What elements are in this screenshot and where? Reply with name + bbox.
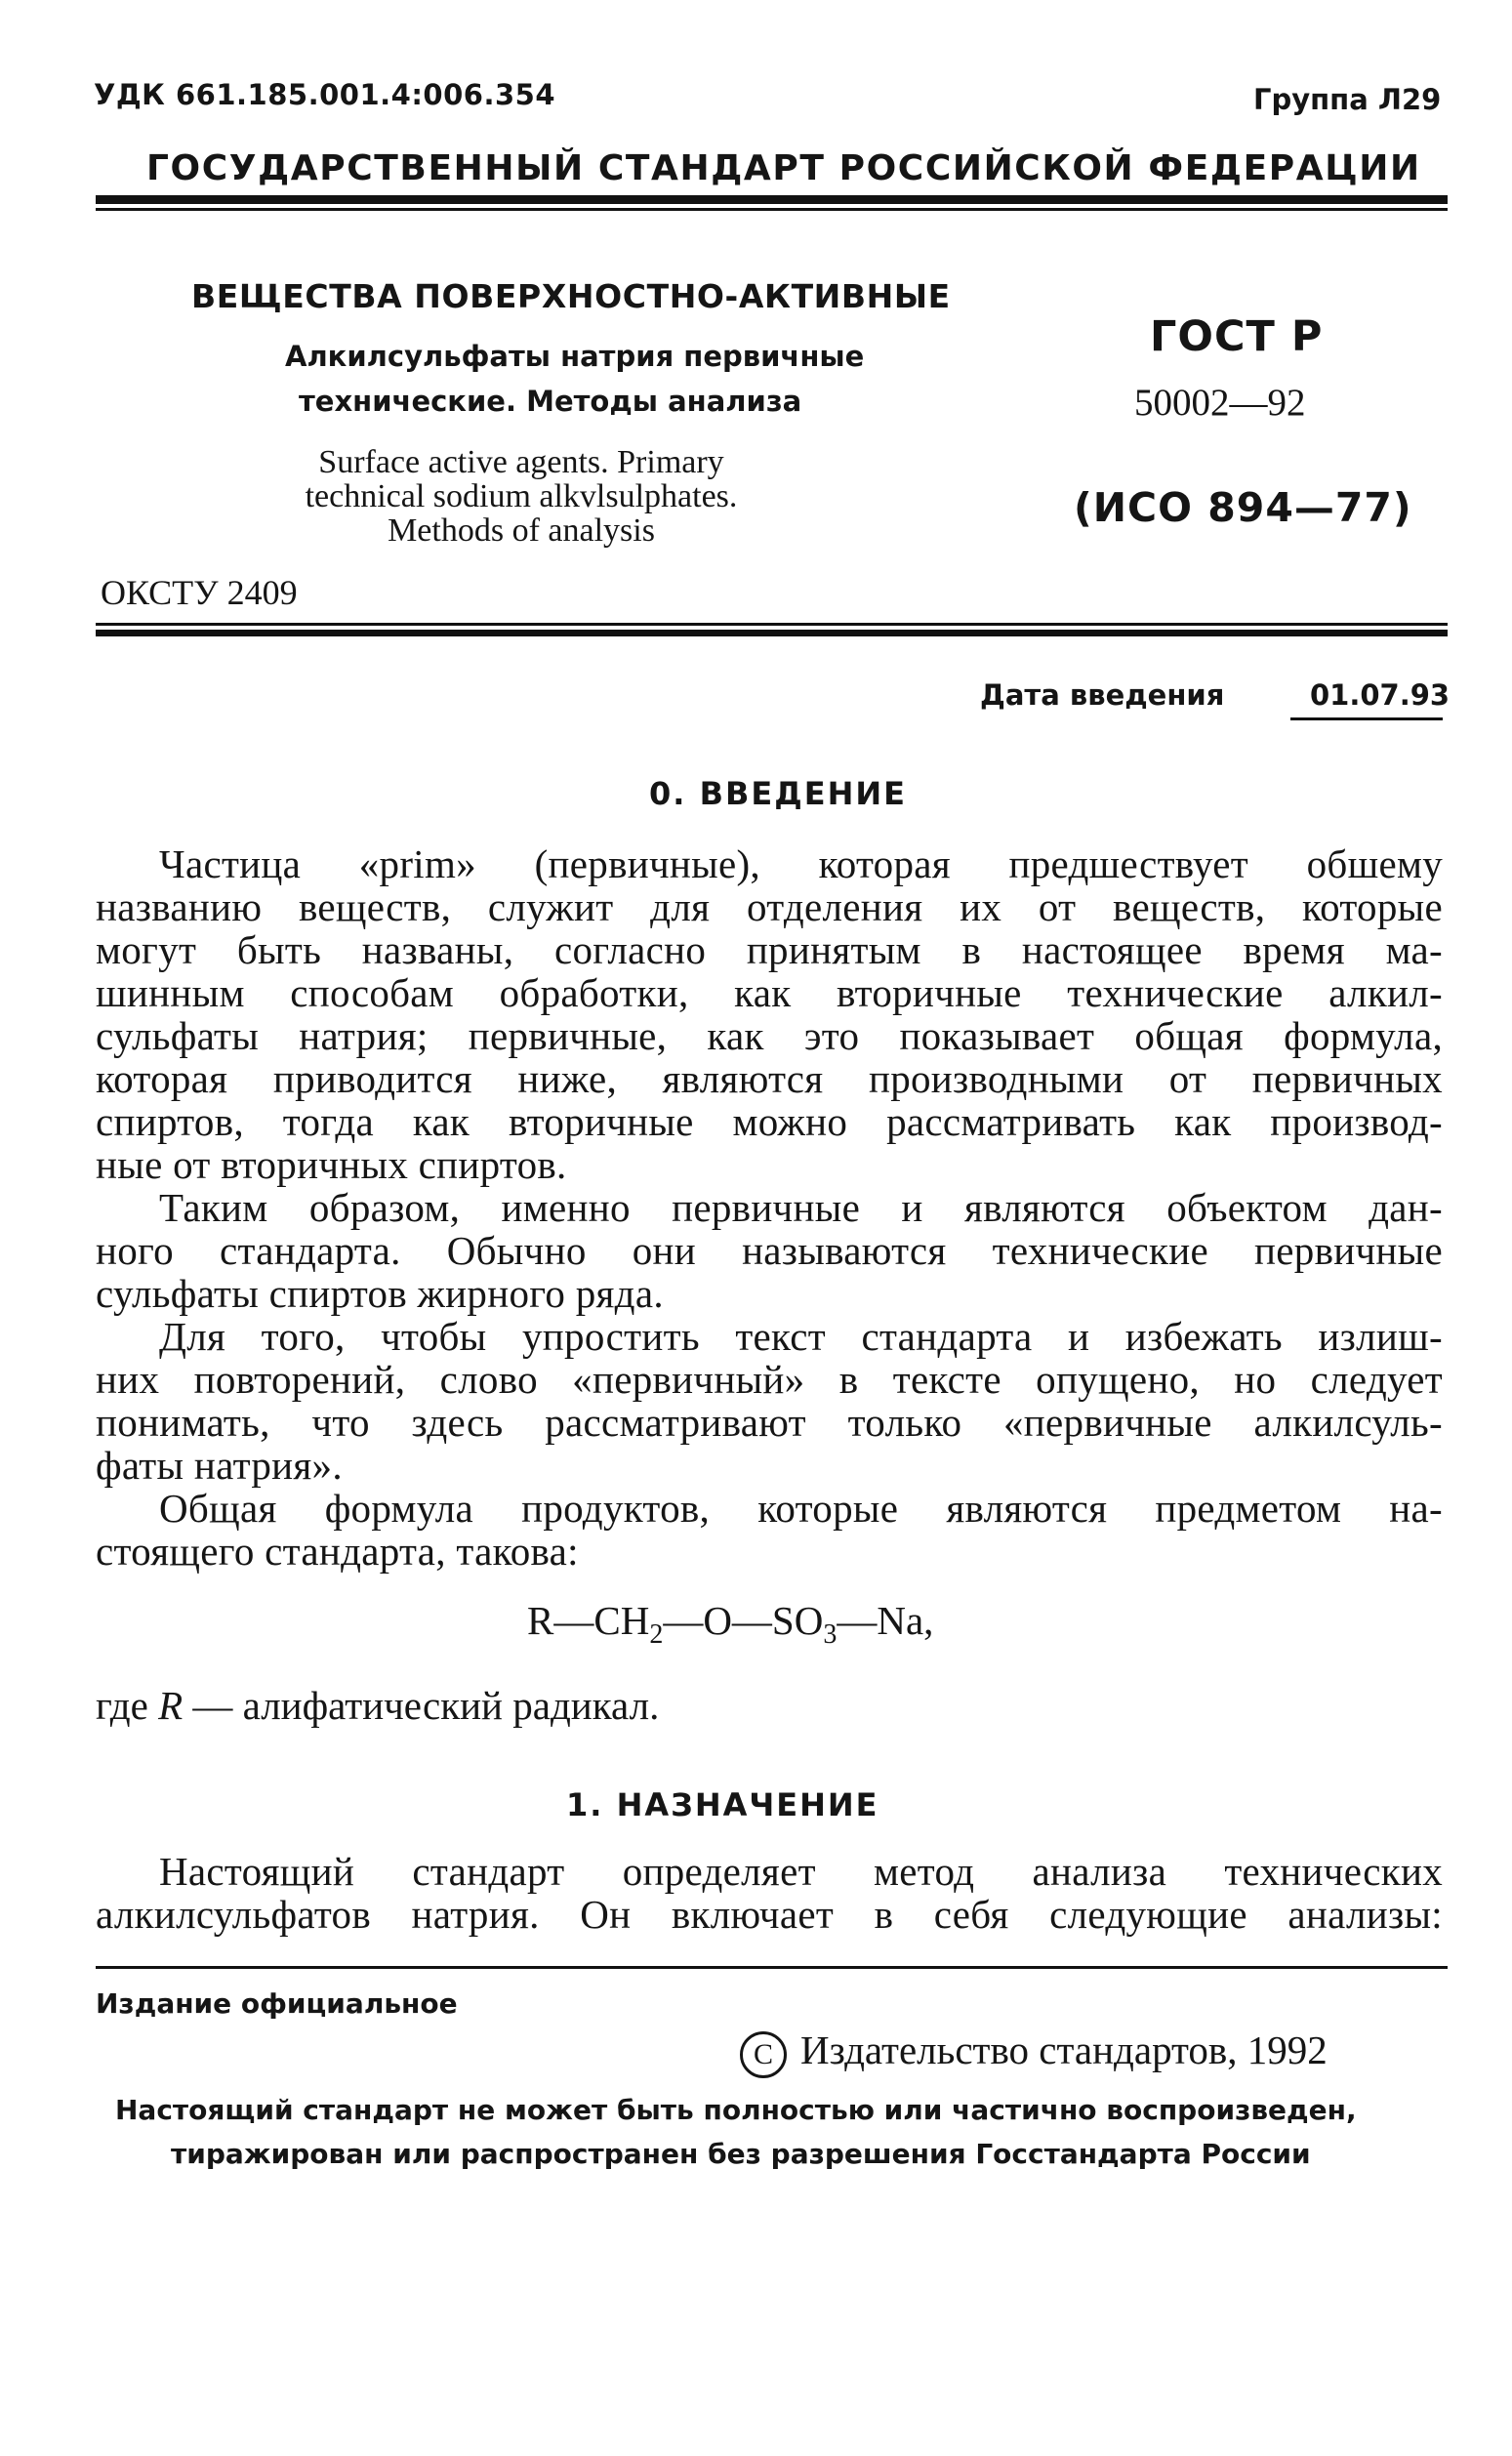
copyright-notice-line2: тиражирован или распространен без разрешения Госстандарта России bbox=[171, 2138, 1311, 2170]
gost-label: ГОСТ Р bbox=[1150, 312, 1324, 361]
udk-code: УДК 661.185.001.4:006.354 bbox=[94, 78, 556, 111]
group-code: Группа Л29 bbox=[1253, 83, 1442, 116]
paragraph-line: Общая формула продуктов, которые являются предметом на- bbox=[159, 1486, 1443, 1531]
paragraph-line: которая приводится ниже, являются производными от первичных bbox=[96, 1056, 1443, 1101]
paragraph-line: ного стандарта. Обычно они называются технические первичные bbox=[96, 1228, 1443, 1273]
section-0-heading: 0. ВВЕДЕНИЕ bbox=[649, 775, 907, 812]
formula-subscript: 3 bbox=[823, 1619, 838, 1651]
title-rule-thin bbox=[96, 623, 1448, 626]
paragraph-line: алкилсульфатов натрия. Он включает в себя следующие анализы: bbox=[96, 1892, 1443, 1937]
date-underline bbox=[1290, 717, 1443, 720]
oksty-code: ОКСТУ 2409 bbox=[101, 573, 298, 612]
formula-part: —O—SO bbox=[663, 1598, 824, 1643]
paragraph-line: них повторений, слово «первичный» в тексте опущено, но следует bbox=[96, 1357, 1443, 1402]
where-rest: — алифатический радикал. bbox=[183, 1683, 660, 1728]
footer-rule bbox=[96, 1966, 1448, 1969]
paragraph-line: сульфаты спиртов жирного ряда. bbox=[96, 1271, 664, 1316]
intro-date-value: 01.07.93 bbox=[1310, 678, 1451, 712]
paragraph-line: Частица «prim» (первичные), которая предшествует обшему bbox=[159, 841, 1443, 886]
paragraph-line: фаты натрия». bbox=[96, 1443, 343, 1488]
section-1-heading: 1. НАЗНАЧЕНИЕ bbox=[566, 1786, 879, 1823]
paragraph-line: шинным способам обработки, как вторичные технические алкил- bbox=[96, 970, 1443, 1015]
copyright-notice-line1: Настоящий стандарт не может быть полностью или частично воспроизведен, bbox=[115, 2094, 1357, 2126]
gost-number: 50002—92 bbox=[1134, 382, 1306, 424]
formula-explanation bbox=[96, 1682, 659, 1729]
state-standard-title: ГОСУДАРСТВЕННЫЙ СТАНДАРТ РОССИЙСКОЙ ФЕДЕРАЦИИ bbox=[146, 148, 1421, 188]
formula-part: R—CH bbox=[527, 1598, 650, 1643]
english-title-line3: Methods of analysis bbox=[388, 512, 655, 549]
paragraph-line: понимать, что здесь рассматривают только «первичные алкилсуль- bbox=[96, 1400, 1443, 1445]
document-title: ВЕЩЕСТВА ПОВЕРХНОСТНО-АКТИВНЫЕ bbox=[191, 277, 951, 315]
formula-part: —Na, bbox=[837, 1598, 934, 1643]
header-rule-thick bbox=[96, 195, 1448, 204]
english-title-line2: technical sodium alkvlsulphates. bbox=[305, 478, 738, 514]
official-edition-label: Издание официальное bbox=[96, 1987, 458, 2020]
where-variable: R bbox=[158, 1683, 184, 1728]
copyright-icon: C bbox=[740, 2031, 787, 2078]
paragraph-line: сульфаты натрия; первичные, как это показывает общая формула, bbox=[96, 1013, 1443, 1058]
formula-subscript: 2 bbox=[649, 1619, 664, 1651]
paragraph-line: названию веществ, служит для отделения их от веществ, которые bbox=[96, 884, 1443, 929]
document-subtitle-line2: технические. Методы анализа bbox=[299, 385, 802, 418]
intro-date-label: Дата введения bbox=[980, 678, 1225, 712]
header-rule-thin bbox=[96, 208, 1448, 211]
publisher-text: Издательство стандартов, 1992 bbox=[800, 2027, 1328, 2072]
document-subtitle-line1: Алкилсульфаты натрия первичные bbox=[285, 340, 865, 373]
chemical-formula bbox=[527, 1597, 933, 1651]
paragraph-line: могут быть названы, согласно принятым в настоящее время ма- bbox=[96, 927, 1443, 972]
paragraph-line: Таким образом, именно первичные и являются объектом дан- bbox=[159, 1185, 1443, 1230]
iso-reference: (ИСО 894—77) bbox=[1074, 484, 1412, 531]
paragraph-line: ные от вторичных спиртов. bbox=[96, 1142, 567, 1187]
english-title-line1: Surface active agents. Primary bbox=[318, 444, 724, 480]
title-rule-thick bbox=[96, 630, 1448, 636]
paragraph-line: спиртов, тогда как вторичные можно рассматривать как производ- bbox=[96, 1099, 1443, 1144]
publisher-line bbox=[740, 2026, 1328, 2078]
paragraph-line: стоящего стандарта, такова: bbox=[96, 1529, 579, 1574]
paragraph-line: Для того, чтобы упростить текст стандарта и избежать излиш- bbox=[159, 1314, 1443, 1359]
paragraph-line: Настоящий стандарт определяет метод анализа технических bbox=[159, 1849, 1443, 1894]
where-prefix: где bbox=[96, 1683, 159, 1728]
